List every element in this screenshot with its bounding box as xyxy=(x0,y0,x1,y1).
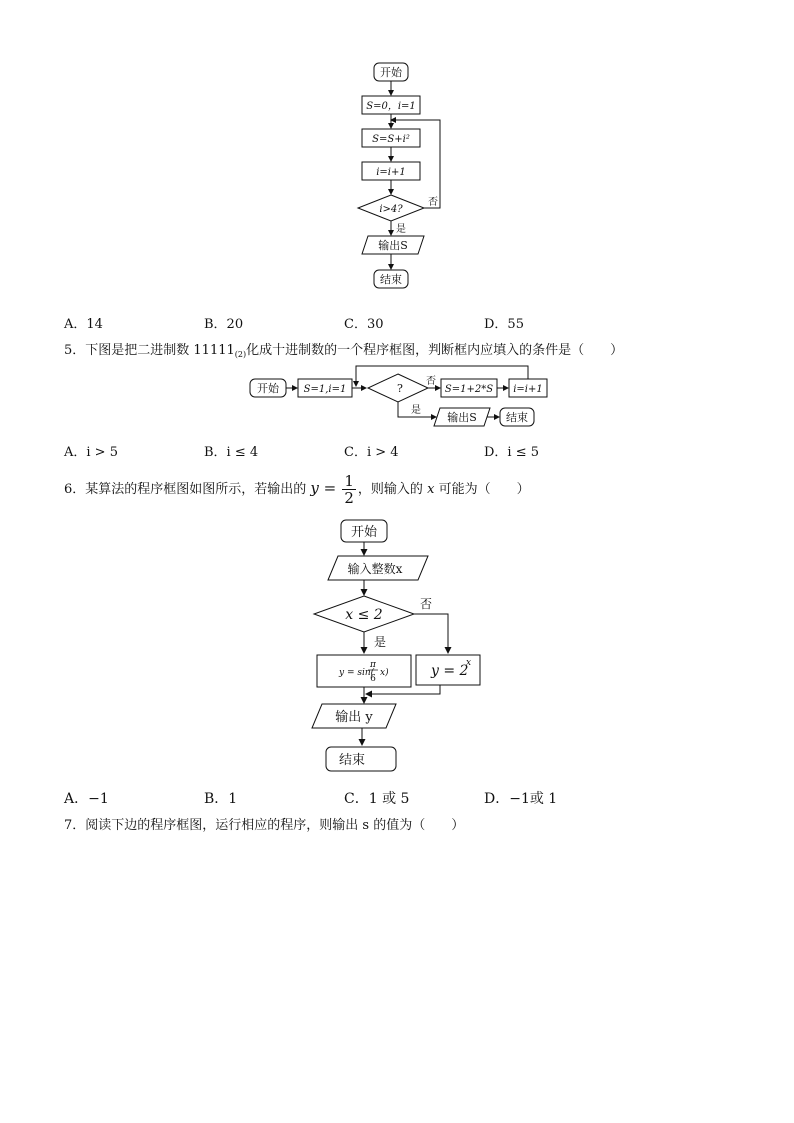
q6-x: x xyxy=(427,482,435,497)
q5-option-a: A．i > 5 xyxy=(64,445,118,460)
fc3-sin-num: π xyxy=(370,660,376,670)
q6-option-b: B．1 xyxy=(204,791,238,807)
fc2-step2-text: i=i+1 xyxy=(513,384,543,395)
flowchart-1 xyxy=(350,58,450,292)
q4-option-b: B．20 xyxy=(204,317,244,332)
q5-options xyxy=(0,441,794,461)
q6-text-post: 可能为（ ） xyxy=(438,482,530,497)
q6-fraction-num: 1 xyxy=(344,472,354,490)
fc3-sin-den: 6 xyxy=(370,674,376,684)
fc3-yes-label: 是 xyxy=(374,635,387,649)
fc3-pow-text: y = 2 xyxy=(431,663,469,679)
fc1-init-text: S=0，i=1 xyxy=(366,101,416,112)
fc2-end-text: 结束 xyxy=(506,411,528,424)
fc1-output-text: 输出S xyxy=(378,239,408,252)
fc1-no-label: 否 xyxy=(428,197,438,208)
fc3-pow-exp: x xyxy=(466,658,472,668)
q6-fraction-den: 2 xyxy=(344,489,354,507)
fc3-start-text: 开始 xyxy=(350,525,378,540)
q6-fraction xyxy=(342,473,356,506)
fc1-end-text: 结束 xyxy=(380,273,402,286)
flowchart-3 xyxy=(310,515,490,777)
question-7: 7．阅读下边的程序框图，运行相应的程序，则输出 s 的值为（ ） xyxy=(64,818,465,833)
q6-option-d: D．−1或 1 xyxy=(484,791,558,807)
q6-text-mid: ，则输入的 xyxy=(357,482,423,497)
question-5 xyxy=(64,339,623,359)
q6-option-c: C．1 或 5 xyxy=(344,791,410,807)
fc1-step1-text: S=S+i² xyxy=(372,134,410,145)
q4-option-d: D．55 xyxy=(484,317,524,332)
fc2-output-text: 输出S xyxy=(447,411,477,424)
q6-option-a: A．−1 xyxy=(64,791,109,807)
fc3-output-text: 输出 y xyxy=(335,710,373,725)
fc1-step2-text: i=i+1 xyxy=(376,167,406,178)
q4-option-c: C．30 xyxy=(344,317,384,332)
fc3-decision-text: x ≤ 2 xyxy=(345,607,383,623)
q6-text-pre: 6．某算法的程序框图如图所示，若输出的 xyxy=(64,482,307,497)
fc1-yes-label: 是 xyxy=(396,224,406,235)
q5-option-d: D．i ≤ 5 xyxy=(484,445,540,460)
q5-text-pre: 5．下图是把二进制数 11111 xyxy=(64,343,235,358)
fc3-sin-pre: y = sin( xyxy=(339,668,375,678)
fc2-yes-label: 是 xyxy=(411,405,421,416)
fc3-sin-post: x) xyxy=(380,668,389,678)
fc2-step1-text: S=1+2*S xyxy=(444,384,494,395)
q6-y-eq: y = xyxy=(310,479,337,497)
fc2-decision-text: ? xyxy=(397,382,403,395)
q6-options xyxy=(0,788,794,808)
fc3-end-text: 结束 xyxy=(338,753,366,768)
fc1-decision-text: i>4? xyxy=(379,204,403,215)
fc3-no-label: 否 xyxy=(420,597,433,611)
q5-option-c: C．i > 4 xyxy=(344,445,399,460)
fc1-start-text: 开始 xyxy=(380,66,402,79)
fc2-start-text: 开始 xyxy=(257,382,279,395)
question-6 xyxy=(64,470,530,508)
q5-option-b: B．i ≤ 4 xyxy=(204,445,259,460)
fc3-input-text: 输入整数x xyxy=(347,562,403,576)
fc2-init-text: S=1,i=1 xyxy=(303,384,347,395)
flowchart-2 xyxy=(240,360,560,432)
q5-text-post: 化成十进制数的一个程序框图，判断框内应填入的条件是（ ） xyxy=(246,343,624,358)
q4-options xyxy=(0,313,794,333)
q4-option-a: A．14 xyxy=(64,317,103,332)
fc2-no-label: 否 xyxy=(426,376,436,387)
q5-subscript: (2) xyxy=(234,350,247,359)
